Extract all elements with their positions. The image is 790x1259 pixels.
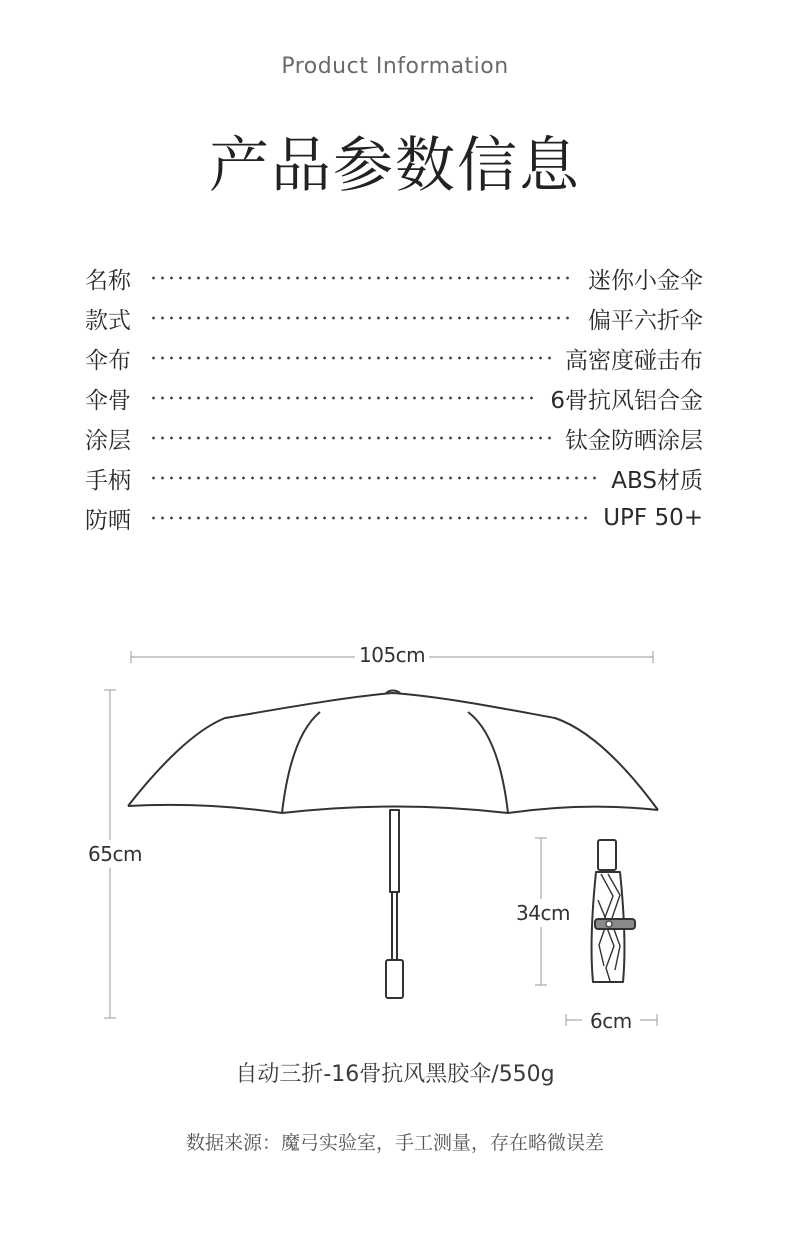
folded-width-label: 6cm xyxy=(590,1009,632,1033)
spec-value: 钛金防晒涂层 xyxy=(565,427,703,454)
product-caption: 自动三折-16骨抗风黑胶伞/550g xyxy=(235,1062,555,1087)
folded-umbrella-icon xyxy=(592,840,635,982)
spec-label: 涂层 xyxy=(85,427,131,454)
page-title: 产品参数信息 xyxy=(209,131,581,201)
spec-value: 偏平六折伞 xyxy=(588,307,703,334)
source-note: 数据来源：魔弓实验室，手工测量，存在略微误差 xyxy=(185,1132,604,1154)
spec-label: 名称 xyxy=(85,267,131,294)
spec-label: 伞布 xyxy=(85,347,131,374)
spec-value: 6骨抗风铝合金 xyxy=(550,387,703,414)
spec-label: 手柄 xyxy=(85,467,131,494)
spec-value: UPF 50+ xyxy=(603,505,703,531)
open-umbrella-icon xyxy=(128,691,658,999)
folded-length-label: 34cm xyxy=(516,901,570,925)
subtitle: Product Information xyxy=(281,54,509,79)
spec-label: 伞骨 xyxy=(85,387,131,414)
open-width-label: 105cm xyxy=(355,643,429,667)
open-height-label: 65cm xyxy=(88,842,142,866)
spec-label: 防晒 xyxy=(85,507,131,534)
spec-value: 高密度碰击布 xyxy=(565,347,703,374)
spec-value: 迷你小金伞 xyxy=(588,267,703,294)
spec-label: 款式 xyxy=(85,307,131,334)
spec-value: ABS材质 xyxy=(611,467,703,494)
